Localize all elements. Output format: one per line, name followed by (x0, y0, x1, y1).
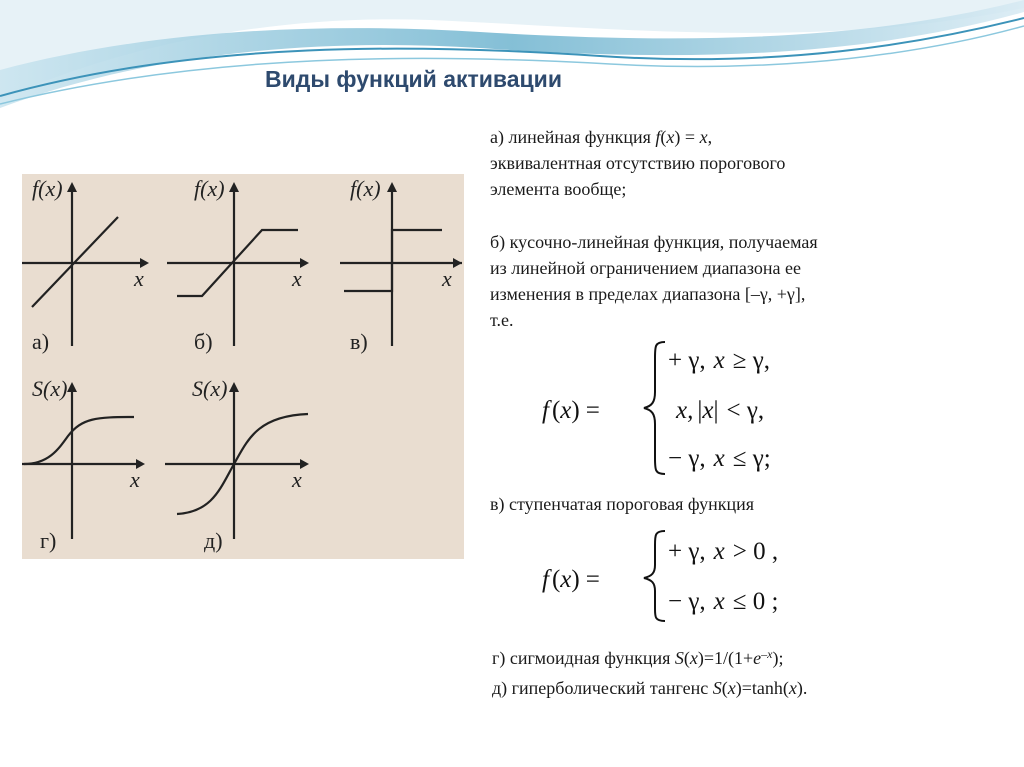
graph-v-curve (344, 230, 442, 291)
item-a-line-1: а) линейная функция f(x) = x, (490, 127, 713, 147)
formula-piecewise-linear (538, 336, 828, 481)
graph-b-y-arrow (229, 182, 239, 192)
graph-g-caption: г) (40, 528, 57, 553)
svg-text:+ γ,x≥ γ,: + γ, x ≥ γ, (668, 347, 771, 374)
svg-text:f(x)=: f (x) = (542, 566, 600, 593)
formula-1-brace (644, 342, 665, 474)
graph-a-xlabel: x (134, 266, 144, 291)
item-a-line-3: элемента вообще; (490, 179, 627, 199)
graph-d-xlabel: x (292, 467, 302, 492)
graph-g-ylabel: S(x) (32, 376, 68, 401)
graph-a-ylabel: f(x) (32, 176, 63, 201)
item-a-linear (490, 124, 785, 202)
graph-v-caption: в) (350, 329, 368, 354)
item-b-line-4: т.е. (490, 310, 514, 330)
item-v-step: в) ступенчатая пороговая функция (490, 494, 755, 514)
item-d-tanh: д) гиперболический тангенс S(x)=tanh(x). (492, 678, 808, 698)
graph-d-caption: д) (204, 528, 223, 553)
svg-text:x,|x|< γ,: x, |x| < γ, (676, 397, 765, 424)
item-a-line-2: эквивалентная отсутствию порогового (490, 153, 786, 173)
formula-step-threshold (538, 527, 838, 628)
formula-2-brace (644, 531, 665, 621)
graph-b-xlabel: x (292, 266, 302, 291)
svg-text:− γ,x≤ γ;: − γ, x ≤ γ; (668, 445, 771, 472)
svg-text:− γ,x≤ 0 ;: − γ, x ≤ 0 ; (668, 588, 779, 615)
item-b-line-1: б) кусочно-линейная функция, получаемая (490, 232, 818, 252)
graph-g-y-arrow (67, 382, 77, 392)
graph-a-caption: а) (32, 329, 50, 354)
item-b-line-3: изменения в пределах диапазона [–γ, +γ], (490, 284, 806, 304)
graph-d-y-arrow (229, 382, 239, 392)
item-b-piecewise (490, 229, 818, 333)
svg-text:+ γ,x> 0 ,: + γ, x > 0 , (668, 538, 779, 565)
svg-text:f(x)=: f (x) = (542, 397, 600, 424)
graph-v-xlabel: x (442, 266, 452, 291)
graph-b-ylabel: f(x) (194, 176, 225, 201)
item-g-sigmoid: г) сигмоидная функция $S(x)=1/(1+e^{-x})$; (492, 647, 784, 668)
graph-v-ylabel: f(x) (350, 176, 381, 201)
item-b-line-2: из линейной ограничением диапазона ее (490, 258, 801, 278)
graph-b-caption: б) (194, 329, 213, 354)
graph-d-ylabel: S(x) (192, 376, 228, 401)
graph-v-x-arrow (453, 258, 462, 268)
graph-g-xlabel: x (130, 467, 140, 492)
activation-graphs-figure (22, 174, 464, 559)
activation-graphs-panel (22, 174, 464, 559)
slide-title: Виды функций активации (265, 66, 562, 92)
graph-a-y-arrow (67, 182, 77, 192)
graph-g-curve (24, 417, 134, 464)
graph-v-y-arrow (387, 182, 397, 192)
